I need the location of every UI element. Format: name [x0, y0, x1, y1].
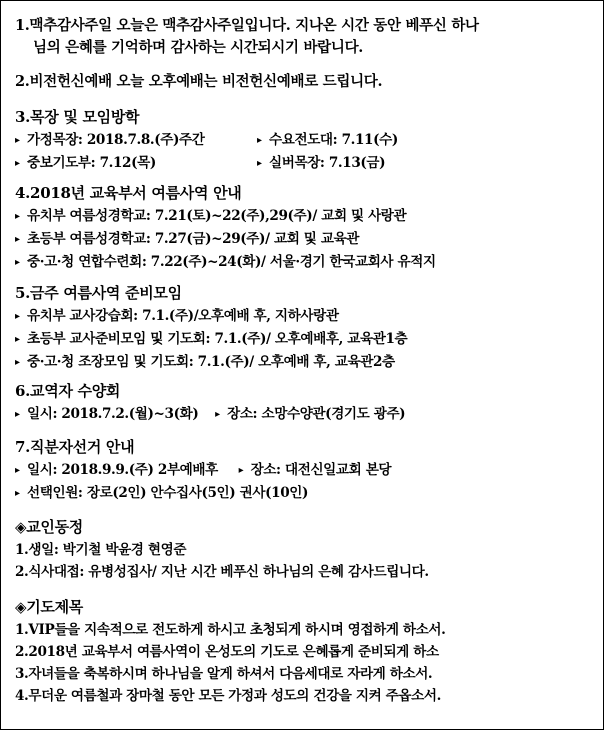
bullet-icon: ▸	[15, 357, 20, 368]
notice-vision-service	[15, 71, 595, 93]
list-item: ▸ 초등부 여름성경학교: 7.27(금)~29(주)/ 교회 및 교육관	[15, 228, 595, 251]
section-title: 7.직분자선거 안내	[15, 438, 135, 456]
bullet-icon: ▸	[257, 135, 262, 146]
list-item: ▸ 유치부 여름성경학교: 7.21(토)~22(주),29(주)/ 교회 및 사랑관	[15, 205, 595, 228]
section-title: ◈교인동정	[15, 518, 83, 536]
notice-line: 1.맥추감사주일 오늘은 맥추감사주일입니다. 지나온 시간 동안 베푸신 하나	[15, 17, 479, 34]
list-item: ▸ 유치부 교사강습회: 7.1.(주)/오후예배 후, 지하사랑관	[15, 305, 595, 328]
section-members-news	[15, 515, 595, 583]
list-item: ▸ 초등부 교사준비모임 및 기도회: 7.1.(주)/ 오후예배후, 교육관1층	[15, 328, 595, 351]
list-item: ▸ 수요전도대: 7.11(수)	[257, 129, 398, 152]
section-prayer	[15, 595, 595, 707]
notice-thanksgiving	[15, 15, 595, 59]
list-row	[15, 152, 595, 175]
bullet-icon: ▸	[15, 488, 20, 499]
section-group-break	[15, 105, 595, 175]
list-row	[15, 403, 595, 426]
list-item: 2.식사대접: 유병성집사/ 지난 시간 베푸신 하나님의 은혜 감사드립니다.	[15, 564, 429, 580]
notice-line: 2.비전헌신예배 오늘 오후예배는 비전헌신예배로 드립니다.	[15, 73, 383, 90]
notice-line: 님의 은혜를 기억하며 감사하는 시간되시기 바랍니다.	[33, 39, 364, 56]
list-item: 4.무더운 여름철과 장마철 동안 모든 가정과 성도의 건강을 지켜 주옵소서.	[15, 688, 441, 704]
list-item: 1.VIP들을 지속적으로 전도하게 하시고 초청되게 하시며 영접하게 하소서.	[15, 622, 446, 638]
section-title: 3.목장 및 모임방학	[15, 108, 140, 126]
list-item: 장소: 대전신일교회 본당	[250, 462, 392, 478]
bullet-icon: ▸	[215, 409, 220, 420]
section-title: 5.금주 여름사역 준비모임	[15, 284, 182, 302]
list-item: ▸ 중·고·청 연합수련회: 7.22(주)~24(화)/ 서울·경기 한국교회사 유적지	[15, 251, 595, 274]
section-title: 4.2018년 교육부서 여름사역 안내	[15, 184, 242, 202]
section-election	[15, 435, 595, 505]
list-row	[15, 459, 595, 482]
list-item: ▸ 중·고·청 조장모임 및 기도회: 7.1.(주)/ 오후예배 후, 교육관2층	[15, 351, 595, 374]
list-item: 일시: 2018.7.2.(월)~3(화)	[27, 406, 199, 422]
list-item: ▸ 실버목장: 7.13(금)	[257, 152, 385, 175]
section-summer-ministry	[15, 181, 595, 274]
list-item: 장소: 소망수양관(경기도 광주)	[227, 406, 406, 422]
bullet-icon: ▸	[15, 211, 20, 222]
bullet-icon: ▸	[15, 465, 20, 476]
bullet-icon: ▸	[15, 135, 20, 146]
bullet-icon: ▸	[15, 334, 20, 345]
section-title: ◈기도제목	[15, 598, 83, 616]
bullet-icon: ▸	[257, 158, 262, 169]
list-item: 3.자녀들을 축복하시며 하나님을 알게 하셔서 다음세대로 자라게 하소서.	[15, 666, 433, 682]
bullet-icon: ▸	[15, 234, 20, 245]
section-prep-meetings	[15, 281, 595, 374]
bullet-icon: ▸	[15, 158, 20, 169]
bullet-icon: ▸	[15, 311, 20, 322]
list-item: 일시: 2018.9.9.(주) 2부예배후	[27, 462, 218, 478]
bullet-icon: ▸	[15, 409, 20, 420]
section-retreat	[15, 379, 595, 426]
list-item: 2.2018년 교육부서 여름사역이 온성도의 기도로 은혜롭게 준비되게 하소	[15, 644, 439, 660]
list-row	[15, 129, 595, 152]
bullet-icon: ▸	[238, 465, 244, 476]
list-item: ▸ 중보기도부: 7.12(목)	[15, 152, 257, 175]
list-item: ▸ 가정목장: 2018.7.8.(주)주간	[15, 129, 257, 152]
bullet-icon: ▸	[15, 257, 20, 268]
section-title: 6.교역자 수양회	[15, 382, 121, 400]
list-item: 1.생일: 박기철 박윤경 현영준	[15, 542, 187, 558]
list-item: ▸ 선택인원: 장로(2인) 안수집사(5인) 권사(10인)	[15, 482, 595, 505]
